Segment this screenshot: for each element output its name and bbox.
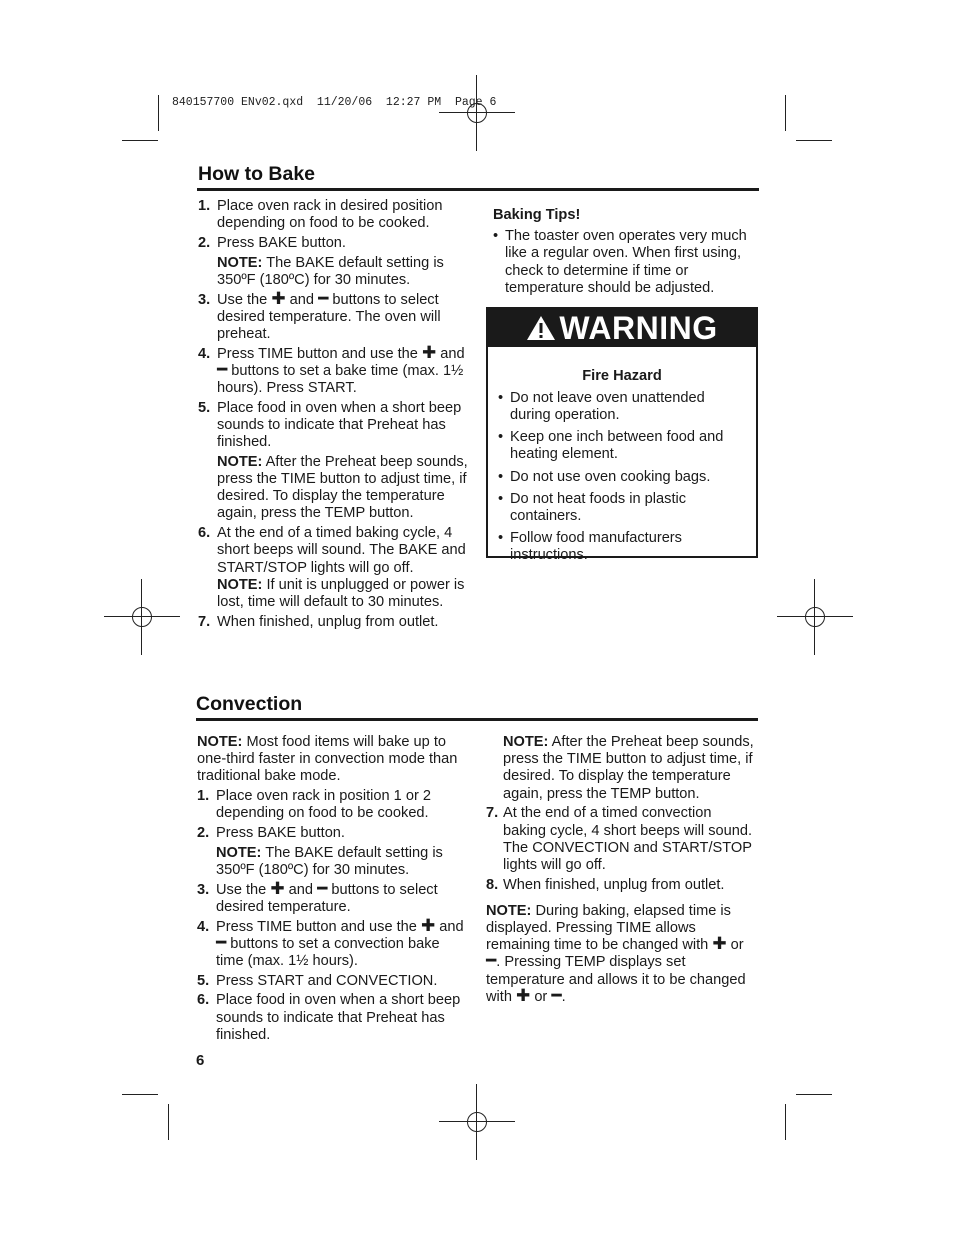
crop-mark <box>158 95 159 131</box>
crop-mark <box>122 140 158 141</box>
baking-tips-title: Baking Tips! <box>493 207 581 223</box>
crop-mark <box>785 1104 786 1140</box>
crop-mark <box>122 1094 158 1095</box>
list-item: 5. Place food in oven when a short beep sounds to indicate that Preheat has finished. <box>198 399 462 451</box>
convection-right-column <box>486 734 758 1009</box>
plus-icon: ✚ <box>712 934 727 954</box>
page-number: 6 <box>196 1052 205 1069</box>
plus-icon: ✚ <box>271 288 286 308</box>
final-note: NOTE: During baking, elapsed time is displayed. Pressing TIME allows remaining time to be changed with ✚ or ━. Pressing TEMP displays set temperature and allows it to be changed with ✚ or ━. <box>486 902 746 1005</box>
list-item: • Keep one inch between food and heating element. <box>498 429 746 463</box>
list-item: 5. Press START and CONVECTION. <box>197 972 438 989</box>
plus-icon: ✚ <box>516 985 531 1005</box>
list-item: 1. Place oven rack in desired position depending on food to be cooked. <box>198 198 443 232</box>
note: NOTE: After the Preheat beep sounds, press the TIME button to adjust time, if desired. To display the temperature again, press the TEMP button. <box>503 734 754 802</box>
registration-mark-left <box>104 579 180 655</box>
list-item: 2. Press BAKE button. <box>198 234 346 251</box>
list-item: 6. Place food in oven when a short beep sounds to indicate that Preheat has finished. <box>197 992 461 1043</box>
list-item: 7. When finished, unplug from outlet. <box>198 613 439 630</box>
list-item: • Do not leave oven unattended during operation. <box>498 390 746 424</box>
note: NOTE: The BAKE default setting is 350ºF (180ºC) for 30 minutes. <box>217 254 444 288</box>
convection-left-column <box>197 734 470 1046</box>
convection-rule <box>196 718 758 721</box>
convection-title: Convection <box>196 693 303 715</box>
how-to-bake-steps <box>198 198 473 633</box>
list-item: 4. Press TIME button and use the ✚ and ━ buttons to set a convection bake time (max. 1½ hours). <box>197 915 464 969</box>
crop-mark <box>785 95 786 131</box>
list-item: 3. Use the ✚ and ━ buttons to select desired temperature. The oven will preheat. <box>198 288 441 342</box>
list-item: • Follow food manufacturers instructions. <box>498 530 746 564</box>
slug-line: 840157700 ENv02.qxd 11/20/06 12:27 PM Page 6 <box>172 96 497 109</box>
list-item: • The toaster oven operates very much like a regular oven. When first using, check to determine if time or temperature should be adjusted. <box>493 228 755 297</box>
warning-heading: WARNING <box>559 309 718 346</box>
list-item: • Do not heat foods in plastic containers. <box>498 491 746 525</box>
list-item: 3. Use the ✚ and ━ buttons to select desired temperature. <box>197 878 438 915</box>
registration-mark-top <box>439 75 515 151</box>
warning-box <box>486 307 758 564</box>
registration-mark-right <box>777 579 853 655</box>
minus-icon: ━ <box>216 932 227 952</box>
list-item: 1. Place oven rack in position 1 or 2 depending on food to be cooked. <box>197 788 431 822</box>
warning-header <box>488 309 756 347</box>
registration-mark-bottom <box>439 1084 515 1160</box>
minus-icon: ━ <box>551 985 562 1005</box>
note: NOTE: The BAKE default setting is 350ºF (180ºC) for 30 minutes. <box>216 844 443 878</box>
note: NOTE: Most food items will bake up to one-third faster in convection mode than traditional bake mode. <box>197 734 458 785</box>
baking-tips <box>493 207 755 297</box>
list-item: 8. When finished, unplug from outlet. <box>486 876 725 893</box>
note: NOTE: After the Preheat beep sounds, press the TIME button to adjust time, if desired. To display the temperature again, press the TEMP button. <box>217 453 468 522</box>
how-to-bake-rule <box>197 188 759 191</box>
plus-icon: ✚ <box>420 915 436 935</box>
warning-triangle-icon <box>526 315 556 341</box>
crop-mark <box>796 1094 832 1095</box>
plus-icon: ✚ <box>421 342 437 362</box>
plus-icon: ✚ <box>270 878 285 898</box>
list-item: 4. Press TIME button and use the ✚ and ━ buttons to set a bake time (max. 1½ hours). Press START. <box>198 342 465 397</box>
note: NOTE: If unit is unplugged or power is lost, time will default to 30 minutes. <box>217 576 465 610</box>
minus-icon: ━ <box>486 951 497 971</box>
crop-mark <box>796 140 832 141</box>
minus-icon: ━ <box>317 878 328 898</box>
warning-subheading: Fire Hazard <box>582 367 662 384</box>
minus-icon: ━ <box>217 359 228 379</box>
list-item: • Do not use oven cooking bags. <box>498 469 746 486</box>
minus-icon: ━ <box>318 288 329 308</box>
list-item: 2. Press BAKE button. <box>197 825 345 842</box>
how-to-bake-title: How to Bake <box>198 163 316 185</box>
list-item: 6. At the end of a timed baking cycle, 4 short beeps will sound. The BAKE and START/STOP lights will go off. <box>198 525 466 576</box>
list-item: 7. At the end of a timed convection baking cycle, 4 short beeps will sound. The CONVECTION and START/STOP lights will go off. <box>486 805 753 873</box>
crop-mark <box>168 1104 169 1140</box>
